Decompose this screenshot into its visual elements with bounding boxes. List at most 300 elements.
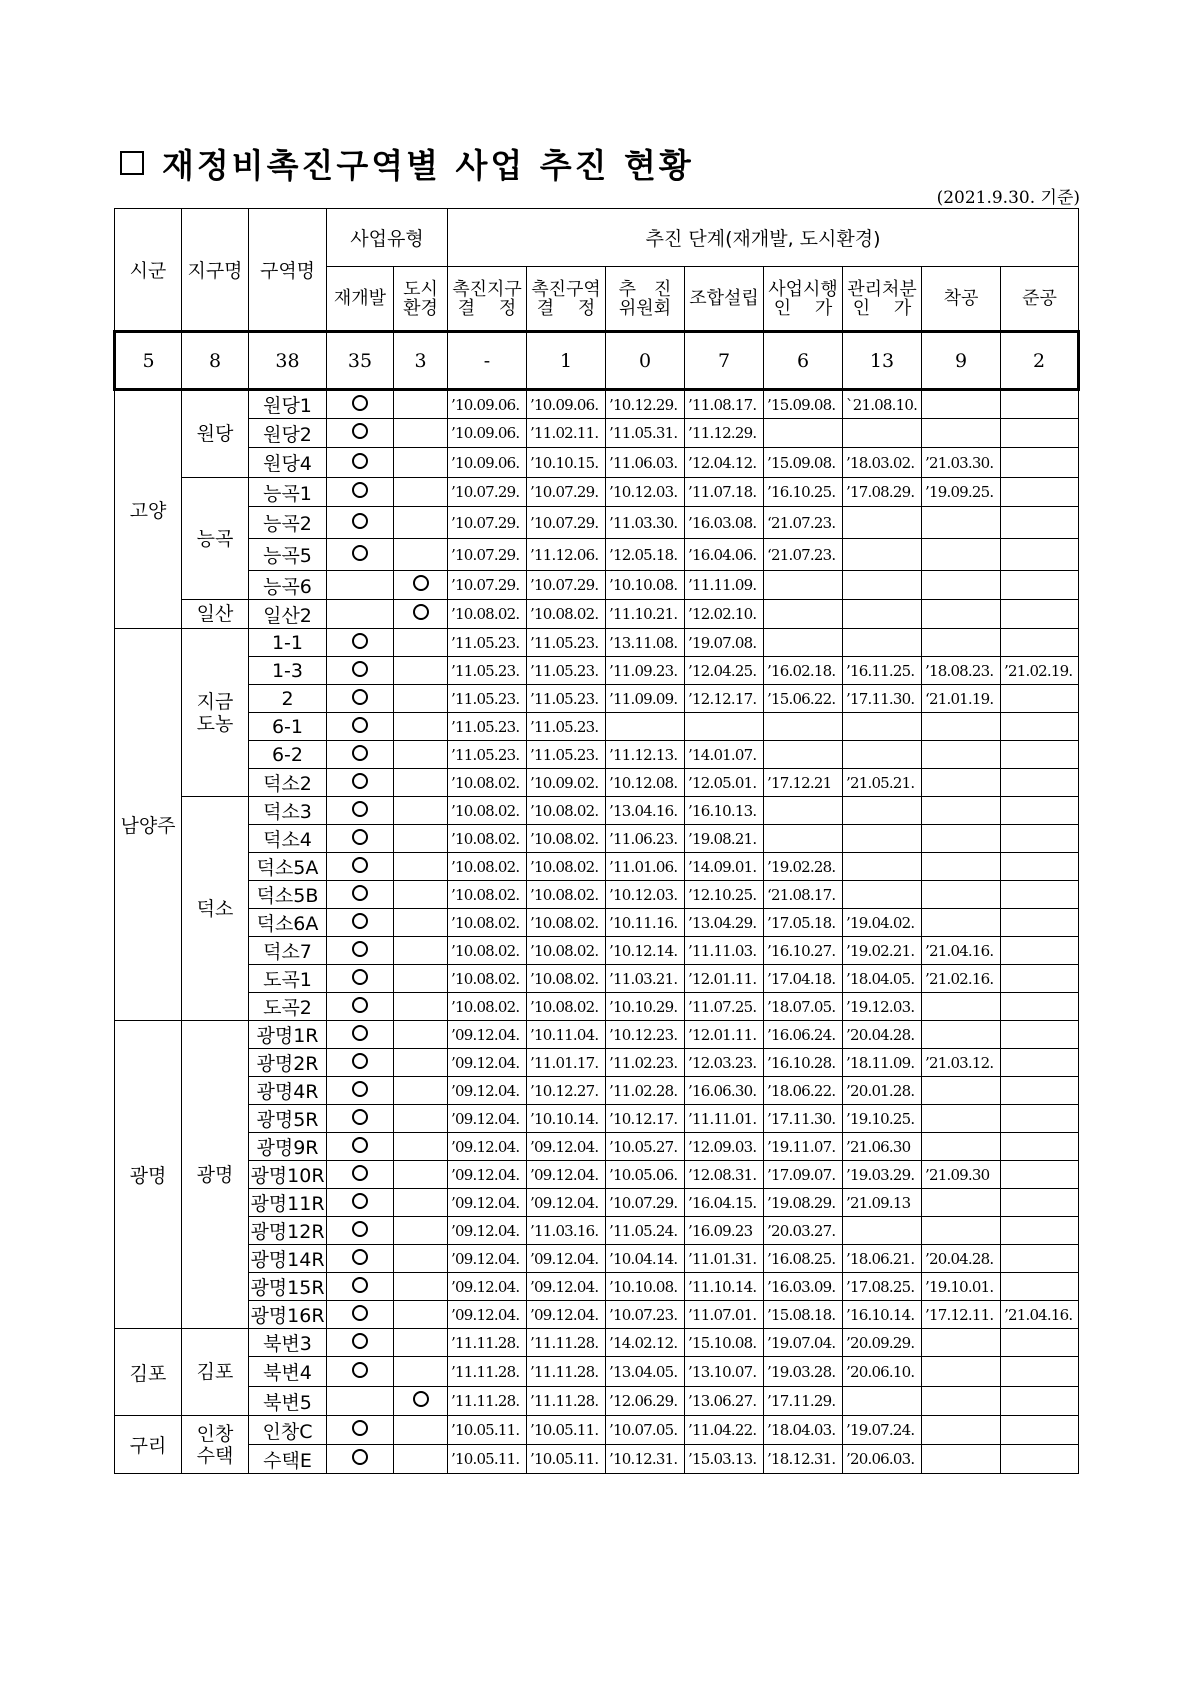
stage-date-cell: ’10.04.14. <box>606 1245 685 1273</box>
header-district: 지구명 <box>182 209 249 332</box>
redevelop-mark-cell <box>327 1245 394 1273</box>
stage-date-cell <box>1001 741 1079 769</box>
stage-date-cell: ’10.10.14. <box>527 1105 606 1133</box>
stage-date-cell: ’11.07.18. <box>685 478 764 507</box>
stage-date-cell <box>764 797 843 825</box>
zone-cell: 덕소7 <box>249 937 327 965</box>
table-row <box>115 713 1079 741</box>
table-row <box>115 825 1079 853</box>
circle-mark-icon <box>352 885 368 901</box>
stage-date-cell: ’19.09.25. <box>922 478 1001 507</box>
stage-date-cell <box>764 629 843 657</box>
zone-cell: 능곡1 <box>249 478 327 507</box>
table-row <box>115 1357 1079 1387</box>
stage-date-cell <box>843 571 922 600</box>
urban-env-mark-cell <box>394 937 448 965</box>
urban-env-mark-cell <box>394 1133 448 1161</box>
stage-date-cell: ’10.12.03. <box>606 881 685 909</box>
stage-date-cell: ’19.08.29. <box>764 1189 843 1217</box>
stage-date-cell <box>1001 478 1079 507</box>
stage-date-cell: ’10.05.11. <box>448 1445 527 1474</box>
stage-date-cell: ’17.12.21 <box>764 769 843 797</box>
table-row <box>115 448 1079 478</box>
stage-date-cell <box>922 993 1001 1021</box>
stage-date-cell <box>843 825 922 853</box>
stage-date-cell: ’19.08.21. <box>685 825 764 853</box>
stage-date-cell: ’10.08.02. <box>527 853 606 881</box>
table-row <box>115 685 1079 713</box>
stage-date-cell <box>1001 1217 1079 1245</box>
page-title <box>120 140 694 187</box>
stage-date-cell <box>1001 937 1079 965</box>
sigun-cell: 남양주 <box>115 629 182 1021</box>
circle-mark-icon <box>352 1081 368 1097</box>
stage-date-cell <box>1001 993 1079 1021</box>
sigun-cell: 구리 <box>115 1416 182 1474</box>
stage-date-cell: ’13.04.29. <box>685 909 764 937</box>
sigun-cell: 김포 <box>115 1329 182 1416</box>
stage-date-cell: ’19.04.02. <box>843 909 922 937</box>
table-row <box>115 965 1079 993</box>
stage-date-cell: ’09.12.04. <box>527 1245 606 1273</box>
circle-mark-icon <box>352 1165 368 1181</box>
stage-date-cell: ’11.01.31. <box>685 1245 764 1273</box>
redevelop-mark-cell <box>327 1021 394 1049</box>
stage-date-cell <box>1001 1161 1079 1189</box>
circle-mark-icon <box>352 913 368 929</box>
page-title-text: 재정비촉진구역별 사업 추진 현황 <box>162 146 694 185</box>
stage-date-cell: ’16.04.06. <box>685 539 764 571</box>
circle-mark-icon <box>352 717 368 733</box>
stage-date-cell: ’21.09.30 <box>922 1161 1001 1189</box>
stage-date-cell: ’10.08.02. <box>448 965 527 993</box>
stage-date-cell: ’19.07.08. <box>685 629 764 657</box>
urban-env-mark-cell <box>394 1077 448 1105</box>
stage-date-cell: ’17.05.18. <box>764 909 843 937</box>
stage-date-cell: ’19.02.21. <box>843 937 922 965</box>
circle-mark-icon <box>413 604 429 620</box>
sigun-cell: 광명 <box>115 1021 182 1329</box>
redevelop-mark-cell <box>327 448 394 478</box>
urban-env-mark-cell <box>394 965 448 993</box>
table-row <box>115 1217 1079 1245</box>
stage-date-cell <box>843 419 922 448</box>
stage-date-cell: ’11.10.14. <box>685 1273 764 1301</box>
district-cell: 원당 <box>182 390 249 478</box>
stage-date-cell: ’19.10.01. <box>922 1273 1001 1301</box>
zone-cell: 인창C <box>249 1416 327 1445</box>
stage-date-cell: ’13.04.05. <box>606 1357 685 1387</box>
stage-date-cell: ’17.08.29. <box>843 478 922 507</box>
redevelop-mark-cell <box>327 713 394 741</box>
circle-mark-icon <box>352 453 368 469</box>
table-row <box>115 741 1079 769</box>
stage-date-cell: ’18.08.23. <box>922 657 1001 685</box>
zone-cell: 1-3 <box>249 657 327 685</box>
circle-mark-icon <box>352 1193 368 1209</box>
stage-date-cell: ’17.11.30. <box>843 685 922 713</box>
stage-date-cell: ’10.08.02. <box>448 853 527 881</box>
total-cell: 38 <box>249 332 327 390</box>
stage-date-cell: ’11.11.28. <box>448 1357 527 1387</box>
table-row <box>115 1387 1079 1416</box>
stage-date-cell: ’10.07.29. <box>448 507 527 539</box>
table-row <box>115 1077 1079 1105</box>
redevelop-mark-cell <box>327 1077 394 1105</box>
stage-date-cell: ’15.09.08. <box>764 390 843 419</box>
stage-date-cell: ’10.11.04. <box>527 1021 606 1049</box>
stage-date-cell: ’17.09.07. <box>764 1161 843 1189</box>
urban-env-mark-cell <box>394 1245 448 1273</box>
stage-date-cell <box>922 1387 1001 1416</box>
stage-date-cell: ’11.09.23. <box>606 657 685 685</box>
redevelop-mark-cell <box>327 1189 394 1217</box>
total-cell: 2 <box>1001 332 1079 390</box>
header-biz-type: 사업유형 <box>327 209 448 267</box>
stage-date-cell: ’20.06.10. <box>843 1357 922 1387</box>
table-row <box>115 1273 1079 1301</box>
stage-date-cell: ’13.06.27. <box>685 1387 764 1416</box>
stage-date-cell: ’20.04.28. <box>843 1021 922 1049</box>
stage-date-cell <box>843 741 922 769</box>
stage-date-cell: ’19.11.07. <box>764 1133 843 1161</box>
circle-mark-icon <box>352 829 368 845</box>
stage-date-cell: ’16.09.23 <box>685 1217 764 1245</box>
stage-date-cell <box>1001 1416 1079 1445</box>
stage-date-cell <box>1001 390 1079 419</box>
circle-mark-icon <box>352 395 368 411</box>
stage-date-cell: ’18.06.22. <box>764 1077 843 1105</box>
stage-date-cell: ’11.05.23. <box>527 657 606 685</box>
zone-cell: 광명4R <box>249 1077 327 1105</box>
stage-date-cell: ’21.06.30 <box>843 1133 922 1161</box>
stage-date-cell <box>843 539 922 571</box>
stage-date-cell: ’12.04.25. <box>685 657 764 685</box>
stage-date-cell: ’14.01.07. <box>685 741 764 769</box>
urban-env-mark-cell <box>394 657 448 685</box>
stage-date-cell <box>1001 1245 1079 1273</box>
stage-date-cell: ’15.09.08. <box>764 448 843 478</box>
table-row <box>115 657 1079 685</box>
stage-date-cell <box>764 571 843 600</box>
urban-env-mark-cell <box>394 600 448 629</box>
stage-date-cell: ’13.11.08. <box>606 629 685 657</box>
stage-date-cell: ’10.09.02. <box>527 769 606 797</box>
stage-date-cell: ’13.04.16. <box>606 797 685 825</box>
stage-date-cell: ’19.07.04. <box>764 1329 843 1357</box>
stage-date-cell <box>1001 1105 1079 1133</box>
total-cell: 9 <box>922 332 1001 390</box>
stage-date-cell: ’09.12.04. <box>448 1273 527 1301</box>
stage-date-cell: ’11.11.28. <box>527 1387 606 1416</box>
stage-date-cell: ’10.10.08. <box>606 1273 685 1301</box>
stage-date-cell: ’11.01.06. <box>606 853 685 881</box>
stage-date-cell <box>922 539 1001 571</box>
stage-date-cell: ’11.05.31. <box>606 419 685 448</box>
zone-cell: 덕소2 <box>249 769 327 797</box>
urban-env-mark-cell <box>394 1329 448 1357</box>
stage-date-cell: ’17.08.25. <box>843 1273 922 1301</box>
header-stage: 추진 단계(재개발, 도시환경) <box>448 209 1079 267</box>
stage-date-cell <box>843 1387 922 1416</box>
stage-date-cell: ’10.10.15. <box>527 448 606 478</box>
header-sigun: 시군 <box>115 209 182 332</box>
stage-date-cell: ’09.12.04. <box>527 1189 606 1217</box>
total-cell: 0 <box>606 332 685 390</box>
stage-date-cell: ’11.05.23. <box>448 741 527 769</box>
urban-env-mark-cell <box>394 769 448 797</box>
stage-date-cell: ’15.06.22. <box>764 685 843 713</box>
total-cell: 3 <box>394 332 448 390</box>
total-cell: 13 <box>843 332 922 390</box>
stage-date-cell: ’12.08.31. <box>685 1161 764 1189</box>
circle-mark-icon <box>352 482 368 498</box>
stage-date-cell: ’09.12.04. <box>448 1105 527 1133</box>
stage-date-cell: ’11.05.23. <box>527 713 606 741</box>
redevelop-mark-cell <box>327 539 394 571</box>
circle-mark-icon <box>352 1305 368 1321</box>
stage-date-cell: ’18.03.02. <box>843 448 922 478</box>
stage-date-cell <box>922 1105 1001 1133</box>
basis-date: (2021.9.30. 기준) <box>936 188 1080 208</box>
stage-date-cell <box>922 1021 1001 1049</box>
header-stage-7: 준공 <box>1001 267 1079 332</box>
stage-date-cell: ’19.10.25. <box>843 1105 922 1133</box>
stage-date-cell: ’12.09.03. <box>685 1133 764 1161</box>
stage-date-cell: ’16.06.24. <box>764 1021 843 1049</box>
redevelop-mark-cell <box>327 1357 394 1387</box>
stage-date-cell: ’11.12.06. <box>527 539 606 571</box>
stage-date-cell: ’11.05.23. <box>448 685 527 713</box>
stage-date-cell: ’11.11.28. <box>448 1387 527 1416</box>
stage-date-cell: ’16.04.15. <box>685 1189 764 1217</box>
stage-date-cell: ’10.08.02. <box>448 993 527 1021</box>
zone-cell: 광명2R <box>249 1049 327 1077</box>
circle-mark-icon <box>352 745 368 761</box>
urban-env-mark-cell <box>394 1189 448 1217</box>
stage-date-cell: ’10.08.02. <box>448 909 527 937</box>
stage-date-cell: ’11.11.09. <box>685 571 764 600</box>
redevelop-mark-cell <box>327 797 394 825</box>
circle-mark-icon <box>352 969 368 985</box>
redevelop-mark-cell <box>327 1329 394 1357</box>
redevelop-mark-cell <box>327 1445 394 1474</box>
redevelop-mark-cell <box>327 825 394 853</box>
stage-date-cell: ‘21.07.23. <box>764 507 843 539</box>
table-row <box>115 797 1079 825</box>
stage-date-cell: ’15.10.08. <box>685 1329 764 1357</box>
stage-date-cell: ’09.12.04. <box>448 1189 527 1217</box>
stage-date-cell: ’11.05.24. <box>606 1217 685 1245</box>
table-row <box>115 1445 1079 1474</box>
stage-date-cell: ’10.08.02. <box>527 600 606 629</box>
stage-date-cell <box>843 797 922 825</box>
circle-mark-icon <box>352 1277 368 1293</box>
stage-date-cell: ’11.11.01. <box>685 1105 764 1133</box>
stage-date-cell: ’10.09.06. <box>448 448 527 478</box>
urban-env-mark-cell <box>394 478 448 507</box>
stage-date-cell: ’10.07.29. <box>606 1189 685 1217</box>
urban-env-mark-cell <box>394 571 448 600</box>
stage-date-cell: ’16.10.13. <box>685 797 764 825</box>
stage-date-cell: ’15.03.13. <box>685 1445 764 1474</box>
redevelop-mark-cell <box>327 965 394 993</box>
table-row <box>115 539 1079 571</box>
stage-date-cell: ’11.05.23. <box>527 741 606 769</box>
header-zone: 구역명 <box>249 209 327 332</box>
redevelop-mark-cell <box>327 419 394 448</box>
header-stage-6: 착공 <box>922 267 1001 332</box>
zone-cell: 원당1 <box>249 390 327 419</box>
zone-cell: 덕소5B <box>249 881 327 909</box>
urban-env-mark-cell <box>394 797 448 825</box>
stage-date-cell: ’10.12.29. <box>606 390 685 419</box>
stage-date-cell: ’09.12.04. <box>448 1077 527 1105</box>
table-row <box>115 1021 1079 1049</box>
stage-date-cell <box>843 600 922 629</box>
stage-date-cell <box>1001 1189 1079 1217</box>
urban-env-mark-cell <box>394 1217 448 1245</box>
urban-env-mark-cell <box>394 1387 448 1416</box>
stage-date-cell: ’12.03.23. <box>685 1049 764 1077</box>
stage-date-cell: ’18.04.05. <box>843 965 922 993</box>
stage-date-cell: ’09.12.04. <box>448 1021 527 1049</box>
stage-date-cell: ’12.12.17. <box>685 685 764 713</box>
stage-date-cell <box>1001 1329 1079 1357</box>
stage-date-cell: ’11.03.30. <box>606 507 685 539</box>
header-stage-1: 촉진구역 결 정 <box>527 267 606 332</box>
stage-date-cell <box>843 1217 922 1245</box>
table-row <box>115 1049 1079 1077</box>
stage-date-cell: ’12.05.01. <box>685 769 764 797</box>
stage-date-cell: ’16.02.18. <box>764 657 843 685</box>
redevelop-mark-cell <box>327 769 394 797</box>
stage-date-cell: ’18.12.31. <box>764 1445 843 1474</box>
stage-date-cell: ’09.12.04. <box>448 1049 527 1077</box>
stage-date-cell <box>843 507 922 539</box>
table-row <box>115 769 1079 797</box>
stage-date-cell <box>1001 909 1079 937</box>
total-cell: 7 <box>685 332 764 390</box>
stage-date-cell: ’10.05.11. <box>527 1445 606 1474</box>
urban-env-mark-cell <box>394 1416 448 1445</box>
circle-mark-icon <box>352 1362 368 1378</box>
stage-date-cell <box>1001 797 1079 825</box>
stage-date-cell: ’10.09.06. <box>448 390 527 419</box>
stage-date-cell: ’10.12.17. <box>606 1105 685 1133</box>
urban-env-mark-cell <box>394 881 448 909</box>
stage-date-cell: ’10.10.29. <box>606 993 685 1021</box>
stage-date-cell: ’19.07.24. <box>843 1416 922 1445</box>
table-row <box>115 507 1079 539</box>
circle-mark-icon <box>352 857 368 873</box>
stage-date-cell: ’10.05.06. <box>606 1161 685 1189</box>
zone-cell: 덕소3 <box>249 797 327 825</box>
stage-date-cell: ’10.12.14. <box>606 937 685 965</box>
zone-cell: 도곡1 <box>249 965 327 993</box>
zone-cell: 도곡2 <box>249 993 327 1021</box>
stage-date-cell: ’10.08.02. <box>527 965 606 993</box>
stage-date-cell <box>922 1357 1001 1387</box>
stage-date-cell: ’12.04.12. <box>685 448 764 478</box>
stage-date-cell <box>1001 448 1079 478</box>
table-row <box>115 937 1079 965</box>
stage-date-cell: ‘21.08.17. <box>764 881 843 909</box>
table-row <box>115 419 1079 448</box>
circle-mark-icon <box>352 513 368 529</box>
stage-date-cell: ’09.12.04. <box>448 1133 527 1161</box>
total-cell: 35 <box>327 332 394 390</box>
stage-date-cell <box>922 881 1001 909</box>
circle-mark-icon <box>413 575 429 591</box>
stage-date-cell: ’11.11.28. <box>448 1329 527 1357</box>
stage-date-cell: ’10.08.02. <box>448 881 527 909</box>
redevelop-mark-cell <box>327 741 394 769</box>
stage-date-cell: ’10.07.23. <box>606 1301 685 1329</box>
stage-date-cell: ’11.02.23. <box>606 1049 685 1077</box>
stage-date-cell: ‘21.07.23. <box>764 539 843 571</box>
table-row <box>115 478 1079 507</box>
stage-date-cell <box>922 507 1001 539</box>
total-cell: 5 <box>115 332 182 390</box>
stage-date-cell <box>843 713 922 741</box>
zone-cell: 능곡6 <box>249 571 327 600</box>
zone-cell: 광명14R <box>249 1245 327 1273</box>
stage-date-cell <box>1001 769 1079 797</box>
redevelop-mark-cell <box>327 1416 394 1445</box>
urban-env-mark-cell <box>394 1273 448 1301</box>
stage-date-cell: ’14.02.12. <box>606 1329 685 1357</box>
table-row <box>115 1189 1079 1217</box>
circle-mark-icon <box>352 773 368 789</box>
circle-mark-icon <box>352 801 368 817</box>
stage-date-cell <box>764 825 843 853</box>
stage-date-cell <box>922 629 1001 657</box>
zone-cell: 원당2 <box>249 419 327 448</box>
stage-date-cell <box>843 629 922 657</box>
redevelop-mark-cell <box>327 993 394 1021</box>
header-stage-0: 촉진지구 결 정 <box>448 267 527 332</box>
stage-date-cell: ’21.03.30. <box>922 448 1001 478</box>
table-row <box>115 993 1079 1021</box>
stage-date-cell: ’10.07.29. <box>527 571 606 600</box>
stage-date-cell: ’17.04.18. <box>764 965 843 993</box>
urban-env-mark-cell <box>394 1445 448 1474</box>
urban-env-mark-cell <box>394 1301 448 1329</box>
table-row <box>115 881 1079 909</box>
project-status-table <box>113 208 1080 1474</box>
stage-date-cell: ’11.05.23. <box>527 629 606 657</box>
stage-date-cell: ’12.05.18. <box>606 539 685 571</box>
stage-date-cell: ’10.08.02. <box>527 937 606 965</box>
stage-date-cell: ’21.03.12. <box>922 1049 1001 1077</box>
stage-date-cell: ’21.04.16. <box>922 937 1001 965</box>
urban-env-mark-cell <box>394 419 448 448</box>
stage-date-cell: ’16.03.08. <box>685 507 764 539</box>
stage-date-cell: ’10.12.23. <box>606 1021 685 1049</box>
circle-mark-icon <box>413 1391 429 1407</box>
stage-date-cell: ’10.12.31. <box>606 1445 685 1474</box>
stage-date-cell: ’10.08.02. <box>527 797 606 825</box>
stage-date-cell: ’11.11.03. <box>685 937 764 965</box>
table-row <box>115 1416 1079 1445</box>
table-row <box>115 1245 1079 1273</box>
stage-date-cell <box>1001 507 1079 539</box>
zone-cell: 원당4 <box>249 448 327 478</box>
stage-date-cell <box>1001 1021 1079 1049</box>
urban-env-mark-cell <box>394 448 448 478</box>
stage-date-cell: ’10.08.02. <box>527 881 606 909</box>
